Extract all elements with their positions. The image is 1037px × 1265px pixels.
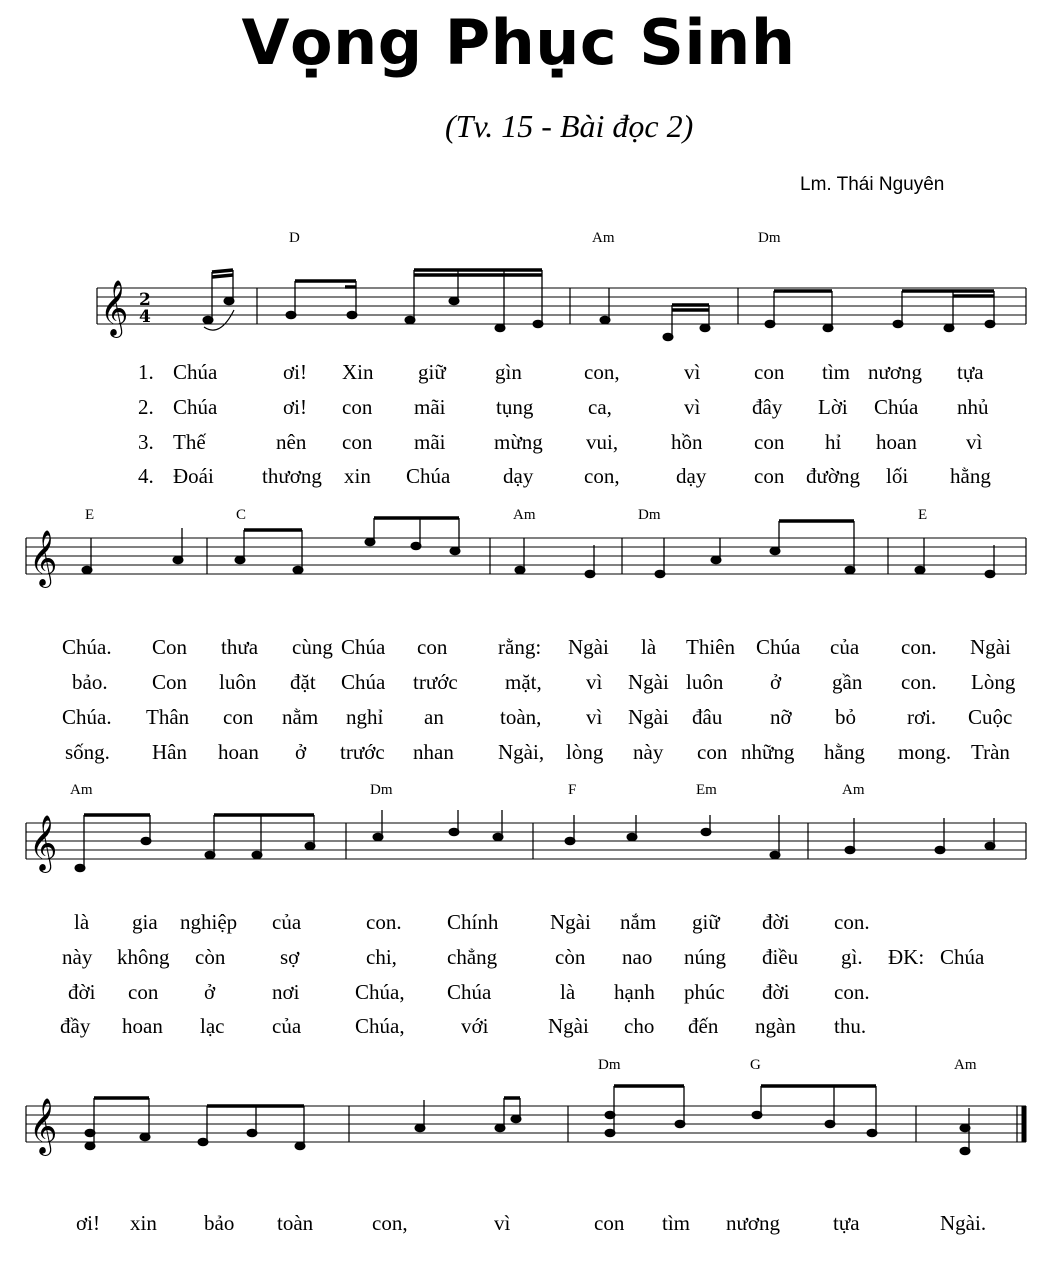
- lyric-word: con.: [901, 670, 937, 694]
- lyric-word: con,: [372, 1211, 408, 1235]
- lyric-word: đời: [68, 980, 96, 1004]
- lyric-word: toàn,: [500, 705, 542, 729]
- lyric-word: chẳng: [447, 945, 498, 969]
- lyric-word: đến: [688, 1014, 719, 1038]
- lyric-word: của: [272, 910, 302, 934]
- lyric-word: Ngài: [568, 635, 609, 659]
- chord-symbol: Em: [696, 782, 717, 798]
- chord-symbol: Dm: [638, 507, 661, 523]
- lyric-word: Thân: [146, 705, 190, 729]
- lyric-word: Chúa: [940, 945, 985, 969]
- notes-system-2: [82, 518, 995, 578]
- lyric-word: không: [117, 945, 170, 969]
- lyric-word: hồn: [671, 430, 703, 454]
- lyric-word: nao: [622, 945, 653, 969]
- chord-symbol: Am: [954, 1057, 977, 1073]
- lyric-word: đời: [762, 910, 790, 934]
- page-title: Vọng Phục Sinh: [241, 6, 796, 79]
- lyric-word: nghỉ: [346, 705, 384, 729]
- lyric-word: mong.: [898, 740, 952, 764]
- lyric-word: gần: [832, 670, 863, 694]
- lyric-word: nhan: [413, 740, 454, 764]
- lyric-word: xin: [344, 464, 371, 488]
- lyric-word: Ngài: [628, 705, 669, 729]
- lyric-word: vì: [586, 670, 603, 694]
- lyric-word: mãi: [414, 395, 446, 419]
- lyric-word: gia: [132, 910, 158, 934]
- lyric-word: con: [417, 635, 448, 659]
- lyric-word: sợ: [280, 945, 300, 969]
- lyric-word: dạy: [676, 464, 707, 488]
- lyric-word: con: [697, 740, 728, 764]
- time-sig-bottom: 4: [139, 307, 151, 327]
- lyric-word: luôn: [219, 670, 257, 694]
- lyric-word: hằng: [950, 464, 991, 488]
- lyric-word: con.: [834, 980, 870, 1004]
- lyric-word: con.: [834, 910, 870, 934]
- lyric-word: ca,: [588, 395, 612, 419]
- treble-clef-icon: 𝄞: [100, 280, 129, 336]
- lyric-word: cùng: [292, 635, 333, 659]
- lyric-word: vì: [684, 395, 701, 419]
- lyric-word: thưa: [221, 635, 259, 659]
- lyric-word: hằng: [824, 740, 865, 764]
- treble-clef-icon: 𝄞: [29, 530, 58, 586]
- lyric-word: Chúa: [341, 635, 386, 659]
- lyric-word: vui,: [586, 430, 619, 454]
- lyric-word: Chúa.: [62, 705, 112, 729]
- lyric-word: rơi.: [907, 705, 937, 729]
- staff-system-4: [26, 1086, 1026, 1156]
- lyric-word: con: [342, 395, 373, 419]
- time-sig-top: 2: [139, 290, 151, 310]
- chord-symbol: Am: [592, 230, 615, 246]
- lyric-word: lòng: [566, 740, 604, 764]
- subtitle: (Tv. 15 - Bài đọc 2): [445, 108, 694, 144]
- lyric-word: ĐK:: [888, 945, 925, 969]
- lyric-word: vì: [966, 430, 983, 454]
- lyric-word: Tràn: [971, 740, 1010, 764]
- lyric-word: ngàn: [755, 1014, 796, 1038]
- lyric-word: Cuộc: [968, 705, 1013, 729]
- lyric-word: sống.: [65, 740, 110, 764]
- lyric-word: Chúa,: [355, 1014, 405, 1038]
- lyric-word: lạc: [200, 1014, 225, 1038]
- chord-symbol: D: [289, 230, 300, 246]
- lyric-word: 2.: [138, 395, 154, 419]
- lyric-word: núng: [684, 945, 726, 969]
- chord-symbol: Dm: [758, 230, 781, 246]
- lyric-word: Chúa: [756, 635, 801, 659]
- lyric-word: con,: [584, 360, 620, 384]
- lyric-word: đầy: [60, 1014, 91, 1038]
- lyric-word: tìm: [822, 360, 851, 384]
- lyric-word: bảo.: [72, 670, 108, 694]
- lyric-word: đặt: [290, 670, 316, 694]
- lyric-word: gì.: [841, 945, 863, 969]
- lyric-word: giữ: [418, 360, 446, 384]
- lyric-word: nương: [726, 1211, 780, 1235]
- lyric-word: ở: [204, 980, 216, 1004]
- chord-symbol: F: [568, 782, 577, 798]
- composer: Lm. Thái Nguyên: [800, 174, 945, 195]
- lyric-word: con.: [901, 635, 937, 659]
- lyric-word: Thiên: [686, 635, 735, 659]
- lyric-word: Ngài,: [498, 740, 545, 764]
- chord-symbol: Am: [842, 782, 865, 798]
- lyric-word: 3.: [138, 430, 154, 454]
- lyric-word: ơi!: [76, 1211, 100, 1235]
- lyric-word: hoan: [218, 740, 259, 764]
- lyric-word: hoan: [122, 1014, 163, 1038]
- lyric-word: Con: [152, 635, 188, 659]
- lyric-word: với: [461, 1014, 489, 1038]
- lyric-word: này: [633, 740, 664, 764]
- lyric-word: Chúa: [874, 395, 919, 419]
- lyric-word: thương: [262, 464, 322, 488]
- staff-system-1: [97, 270, 1026, 341]
- lyric-word: Ngài.: [940, 1211, 987, 1235]
- lyric-word: Lòng: [971, 670, 1016, 694]
- lyric-word: an: [424, 705, 444, 729]
- lyric-word: đường: [806, 464, 860, 488]
- lyric-word: là: [74, 910, 90, 934]
- lyric-word: 1.: [138, 360, 154, 384]
- lyric-word: còn: [555, 945, 586, 969]
- lyric-word: Chúa: [406, 464, 451, 488]
- lyric-word: Xin: [342, 360, 374, 384]
- lyric-word: này: [62, 945, 93, 969]
- lyric-word: hoan: [876, 430, 917, 454]
- lyric-word: Chúa.: [62, 635, 112, 659]
- lyric-word: mừng: [494, 430, 543, 454]
- staff-system-2: [26, 518, 1026, 588]
- lyric-word: tựa: [833, 1211, 860, 1235]
- lyric-word: những: [741, 740, 795, 764]
- lyric-word: nằm: [282, 705, 319, 729]
- lyric-word: dạy: [503, 464, 534, 488]
- lyric-word: Con: [152, 670, 188, 694]
- lyric-word: đời: [762, 980, 790, 1004]
- lyric-word: Thế: [173, 430, 206, 454]
- lyric-word: Chúa: [173, 395, 218, 419]
- lyric-word: ơi!: [283, 360, 307, 384]
- lyric-word: trước: [340, 740, 385, 764]
- lyric-word: của: [830, 635, 860, 659]
- lyric-word: mặt,: [505, 670, 542, 694]
- chord-symbol: E: [85, 507, 95, 523]
- lyric-word: con: [754, 430, 785, 454]
- lyric-word: bảo: [204, 1211, 235, 1235]
- lyric-word: Lời: [818, 395, 848, 419]
- lyric-word: điều: [762, 945, 799, 969]
- lyric-word: vì: [684, 360, 701, 384]
- lyric-word: hỉ: [825, 430, 842, 454]
- treble-clef-icon: 𝄞: [29, 1098, 58, 1154]
- lyric-word: Đoái: [173, 464, 214, 488]
- lyric-word: con: [342, 430, 373, 454]
- lyric-word: phúc: [684, 980, 725, 1004]
- lyric-word: Ngài: [970, 635, 1011, 659]
- lyric-word: còn: [195, 945, 226, 969]
- lyric-word: Ngài: [548, 1014, 589, 1038]
- lyric-word: tìm: [662, 1211, 691, 1235]
- lyric-word: rằng:: [498, 635, 542, 659]
- lyric-word: con,: [584, 464, 620, 488]
- lyric-word: ơi!: [283, 395, 307, 419]
- notes-system-4: [85, 1086, 970, 1155]
- lyric-word: tựa: [957, 360, 984, 384]
- lyric-word: Chính: [447, 910, 499, 934]
- lyric-word: là: [641, 635, 657, 659]
- lyric-word: thu.: [834, 1014, 867, 1038]
- lyric-word: ở: [770, 670, 782, 694]
- lyric-word: gìn: [495, 360, 522, 384]
- lyric-word: con: [128, 980, 159, 1004]
- lyric-word: con: [223, 705, 254, 729]
- lyric-word: Ngài: [550, 910, 591, 934]
- lyric-word: Hân: [152, 740, 187, 764]
- lyric-word: nên: [276, 430, 307, 454]
- lyric-word: Ngài: [628, 670, 669, 694]
- lyric-word: đây: [752, 395, 783, 419]
- lyric-word: luôn: [686, 670, 724, 694]
- chord-symbol: Am: [513, 507, 536, 523]
- chord-symbol: G: [750, 1057, 761, 1073]
- chord-symbol: Am: [70, 782, 93, 798]
- lyric-word: lối: [886, 464, 909, 488]
- lyric-word: cho: [624, 1014, 655, 1038]
- lyric-word: hạnh: [614, 980, 655, 1004]
- lyric-word: nỡ: [770, 705, 792, 729]
- chord-symbol: C: [236, 507, 247, 523]
- lyric-word: là: [560, 980, 576, 1004]
- chord-symbol: Dm: [598, 1057, 621, 1073]
- lyric-word: xin: [130, 1211, 157, 1235]
- lyric-word: con: [754, 464, 785, 488]
- lyric-word: giữ: [692, 910, 720, 934]
- lyric-word: trước: [413, 670, 458, 694]
- chord-symbol: Dm: [370, 782, 393, 798]
- treble-clef-icon: 𝄞: [29, 815, 58, 871]
- lyric-word: nghiệp: [180, 910, 238, 934]
- lyric-word: nhủ: [957, 395, 989, 419]
- lyric-word: chi,: [366, 945, 397, 969]
- lyric-word: con.: [366, 910, 402, 934]
- lyric-word: mãi: [414, 430, 446, 454]
- lyric-word: ở: [295, 740, 307, 764]
- lyric-word: vì: [494, 1211, 511, 1235]
- lyric-word: đâu: [692, 705, 723, 729]
- staff-system-3: [26, 810, 1026, 873]
- notes-system-1: [203, 270, 995, 341]
- lyric-word: Chúa,: [355, 980, 405, 1004]
- lyric-word: nơi: [272, 980, 300, 1004]
- lyric-word: Chúa: [341, 670, 386, 694]
- lyric-word: toàn: [277, 1211, 314, 1235]
- lyric-word: 4.: [138, 464, 154, 488]
- chord-symbol: E: [918, 507, 928, 523]
- lyric-word: con: [594, 1211, 625, 1235]
- lyric-word: con: [754, 360, 785, 384]
- lyric-word: Chúa: [173, 360, 218, 384]
- lyric-word: nắm: [620, 910, 657, 934]
- lyric-word: Chúa: [447, 980, 492, 1004]
- lyric-word: bỏ: [835, 705, 856, 729]
- lyric-word: nương: [868, 360, 922, 384]
- lyric-word: vì: [586, 705, 603, 729]
- lyric-word: của: [272, 1014, 302, 1038]
- lyric-word: tụng: [496, 395, 534, 419]
